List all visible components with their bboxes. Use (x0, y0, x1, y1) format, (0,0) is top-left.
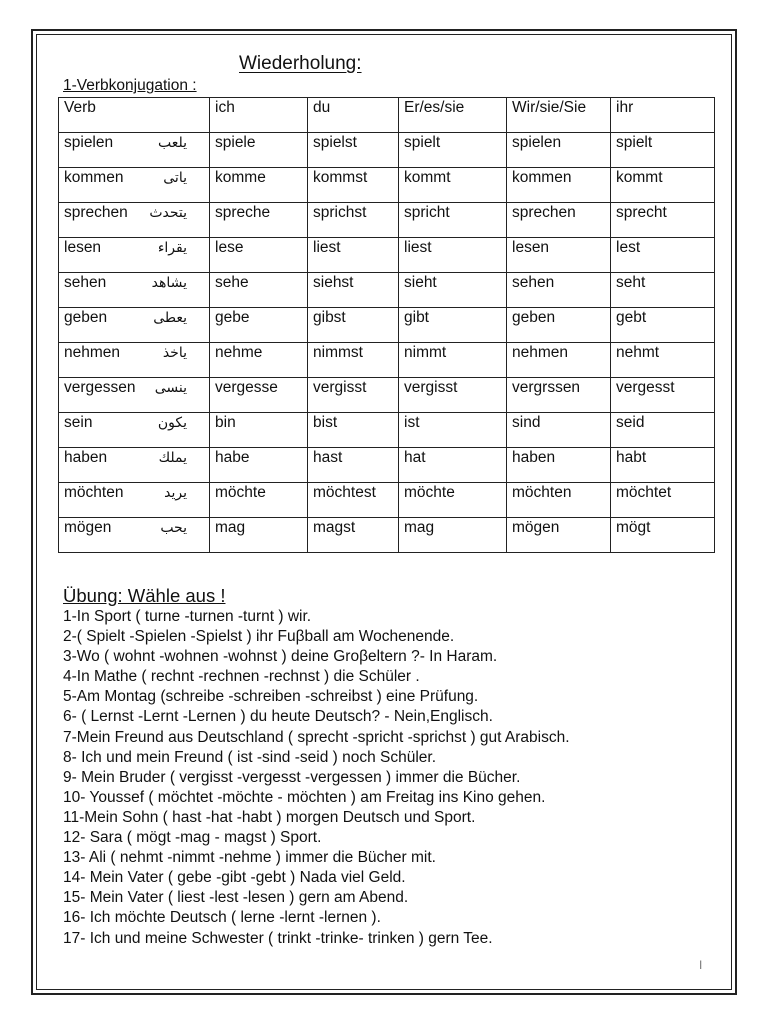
conjugation-cell-ich: lese (210, 238, 308, 273)
conjugation-cell-ihr: seht (611, 273, 715, 308)
conjugation-cell-du: kommst (308, 168, 399, 203)
verb-arabic-translation: ياخذ (162, 345, 187, 361)
conjugation-cell-du: sprichst (308, 203, 399, 238)
verb-cell (59, 203, 210, 238)
conjugation-cell-er: kommt (399, 168, 507, 203)
verb-cell (59, 448, 210, 483)
exercise-item: 13- Ali ( nehmt -nimmt -nehme ) immer die Bücher mit. (63, 849, 436, 867)
verb-arabic-translation: ينسى (154, 380, 187, 396)
exercise-item: 10- Youssef ( möchtet -möchte - möchten ) am Freitag ins Kino gehen. (63, 788, 546, 806)
conjugation-cell-ihr: möchtet (611, 483, 715, 518)
conjugation-cell-ich: spreche (210, 203, 308, 238)
conjugation-cell-er: vergisst (399, 378, 507, 413)
verb-infinitive: möchten (64, 484, 124, 501)
verb-arabic-translation: يتحدث (149, 205, 187, 221)
conjugation-cell-wir: spielen (507, 133, 611, 168)
verb-cell (59, 343, 210, 378)
verb-cell (59, 133, 210, 168)
conjugation-cell-ihr: sprecht (611, 203, 715, 238)
page-title: Wiederholung: (239, 53, 362, 74)
verb-arabic-translation: يحب (160, 520, 187, 536)
conjugation-cell-ich: vergesse (210, 378, 308, 413)
exercise-item: 17- Ich und meine Schwester ( trinkt -trinke- trinken ) gern Tee. (63, 929, 493, 947)
conjugation-cell-wir: nehmen (507, 343, 611, 378)
conjugation-cell-er: nimmt (399, 343, 507, 378)
conjugation-cell-du: vergisst (308, 378, 399, 413)
exercise-item: 1-In Sport ( turne -turnen -turnt ) wir. (63, 608, 312, 625)
exercise-item: 7-Mein Freund aus Deutschland ( sprecht -spricht -sprichst ) gut Arabisch. (63, 728, 570, 746)
conjugation-cell-wir: sprechen (507, 203, 611, 238)
exercise-item: 2-( Spielt -Spielen -Spielst ) ihr Fuβball am Wochenende. (63, 628, 455, 646)
verb-cell (59, 168, 210, 203)
conjugation-cell-du: magst (308, 518, 399, 553)
table-row (59, 203, 715, 238)
header-cell: Er/es/sie (399, 98, 507, 133)
header-cell: du (308, 98, 399, 133)
conjugation-cell-du: bist (308, 413, 399, 448)
verb-cell (59, 308, 210, 343)
conjugation-cell-ich: sehe (210, 273, 308, 308)
verb-infinitive: kommen (64, 169, 124, 186)
exercise-item: 9- Mein Bruder ( vergisst -vergesst -vergessen ) immer die Bücher. (63, 768, 521, 786)
conjugation-cell-ihr: vergesst (611, 378, 715, 413)
table-row (59, 133, 715, 168)
exercise-item: 16- Ich möchte Deutsch ( lerne -lernt -lernen ). (63, 909, 381, 927)
verb-cell (59, 378, 210, 413)
conjugation-cell-wir: haben (507, 448, 611, 483)
verb-arabic-translation: يريد (164, 485, 187, 501)
exercise-item: 6- ( Lernst -Lernt -Lernen ) du heute Deutsch? - Nein,Englisch. (63, 708, 493, 726)
exercise-item: 3-Wo ( wohnt -wohnen -wohnst ) deine Groβeltern ?- In Haram. (63, 648, 498, 666)
verb-infinitive: nehmen (64, 344, 121, 361)
verb-arabic-translation: ياتى (163, 170, 187, 186)
table-row (59, 343, 715, 378)
verb-infinitive: geben (64, 309, 108, 326)
conjugation-cell-er: gibt (399, 308, 507, 343)
conjugation-cell-ihr: spielt (611, 133, 715, 168)
verb-infinitive: lesen (64, 239, 102, 256)
conjugation-cell-er: ist (399, 413, 507, 448)
conjugation-cell-ihr: gebt (611, 308, 715, 343)
section-title-verb-conjugation: 1-Verbkonjugation : (63, 77, 197, 94)
table-row (59, 238, 715, 273)
exercise-list (63, 607, 570, 949)
conjugation-cell-wir: geben (507, 308, 611, 343)
conjugation-cell-du: gibst (308, 308, 399, 343)
verb-cell (59, 238, 210, 273)
verb-arabic-translation: يعطى (153, 310, 187, 326)
verb-arabic-translation: يشاهد (151, 275, 187, 291)
exercise-item: 12- Sara ( mögt -mag - magst ) Sport. (63, 829, 322, 847)
header-cell: Verb (59, 98, 210, 133)
verb-arabic-translation: يلعب (157, 135, 187, 151)
exercise-item: 15- Mein Vater ( liest -lest -lesen ) gern am Abend. (63, 889, 409, 907)
page-number: I (699, 958, 703, 972)
conjugation-cell-wir: sehen (507, 273, 611, 308)
conjugation-cell-ihr: lest (611, 238, 715, 273)
header-cell: Wir/sie/Sie (507, 98, 611, 133)
exercise-item: 4-In Mathe ( rechnt -rechnen -rechnst ) die Schüler . (63, 668, 420, 686)
conjugation-cell-ihr: nehmt (611, 343, 715, 378)
conjugation-cell-du: siehst (308, 273, 399, 308)
table-body (59, 133, 715, 553)
conjugation-cell-ihr: seid (611, 413, 715, 448)
conjugation-cell-ihr: habt (611, 448, 715, 483)
conjugation-cell-wir: vergrssen (507, 378, 611, 413)
exercise-item: 14- Mein Vater ( gebe -gibt -gebt ) Nada viel Geld. (63, 869, 406, 887)
conjugation-cell-er: spielt (399, 133, 507, 168)
conjugation-cell-ich: habe (210, 448, 308, 483)
table-header-row (59, 98, 715, 133)
conjugation-cell-er: hat (399, 448, 507, 483)
conjugation-cell-ich: möchte (210, 483, 308, 518)
table-row (59, 168, 715, 203)
verb-infinitive: spielen (64, 134, 114, 151)
verb-arabic-translation: يكون (157, 415, 187, 431)
exercise-item: 8- Ich und mein Freund ( ist -sind -seid ) noch Schüler. (63, 748, 437, 766)
verb-infinitive: vergessen (64, 379, 136, 396)
conjugation-cell-wir: lesen (507, 238, 611, 273)
verb-cell (59, 273, 210, 308)
conjugation-cell-du: möchtest (308, 483, 399, 518)
conjugation-cell-er: spricht (399, 203, 507, 238)
conjugation-cell-wir: möchten (507, 483, 611, 518)
conjugation-table (58, 97, 715, 553)
conjugation-cell-ich: gebe (210, 308, 308, 343)
table-row (59, 308, 715, 343)
conjugation-cell-du: hast (308, 448, 399, 483)
table-row (59, 448, 715, 483)
conjugation-cell-wir: sind (507, 413, 611, 448)
table-row (59, 273, 715, 308)
conjugation-cell-du: spielst (308, 133, 399, 168)
header-cell: ihr (611, 98, 715, 133)
verb-infinitive: sehen (64, 274, 107, 291)
conjugation-cell-ich: mag (210, 518, 308, 553)
conjugation-cell-wir: mögen (507, 518, 611, 553)
conjugation-cell-ich: spiele (210, 133, 308, 168)
conjugation-cell-er: liest (399, 238, 507, 273)
verb-infinitive: sein (64, 414, 93, 431)
conjugation-cell-du: nimmst (308, 343, 399, 378)
verb-infinitive: sprechen (64, 204, 128, 221)
conjugation-cell-ihr: kommt (611, 168, 715, 203)
verb-arabic-translation: يملك (158, 450, 187, 466)
table-row (59, 378, 715, 413)
table-row (59, 483, 715, 518)
exercise-item: 5-Am Montag (schreibe -schreiben -schreibst ) eine Prüfung. (63, 688, 479, 706)
verb-infinitive: haben (64, 449, 108, 466)
verb-arabic-translation: يقراء (157, 240, 187, 256)
verb-cell (59, 483, 210, 518)
conjugation-cell-wir: kommen (507, 168, 611, 203)
header-cell: ich (210, 98, 308, 133)
conjugation-cell-ich: nehme (210, 343, 308, 378)
verb-cell (59, 518, 210, 553)
conjugation-cell-ich: bin (210, 413, 308, 448)
exercise-item: 11-Mein Sohn ( hast -hat -habt ) morgen Deutsch und Sport. (63, 808, 476, 826)
table-row (59, 413, 715, 448)
exercise-title: Übung: Wähle aus ! (63, 585, 226, 606)
conjugation-cell-er: möchte (399, 483, 507, 518)
verb-cell (59, 413, 210, 448)
conjugation-cell-ich: komme (210, 168, 308, 203)
table-row (59, 518, 715, 553)
conjugation-cell-er: mag (399, 518, 507, 553)
conjugation-cell-er: sieht (399, 273, 507, 308)
conjugation-cell-du: liest (308, 238, 399, 273)
verb-infinitive: mögen (64, 519, 112, 536)
conjugation-cell-ihr: mögt (611, 518, 715, 553)
